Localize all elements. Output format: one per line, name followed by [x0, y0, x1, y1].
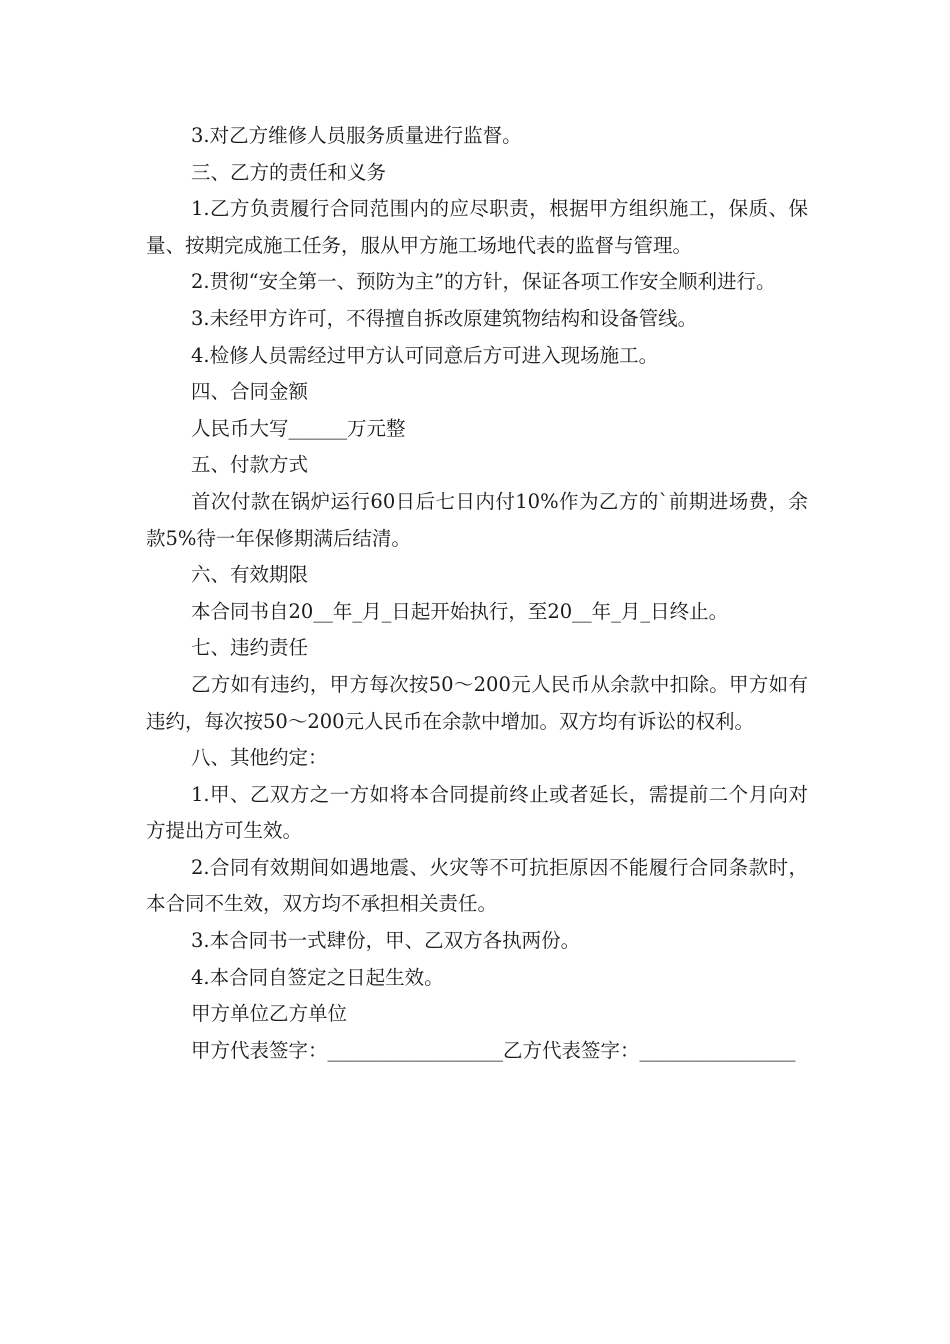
clause-c2: 2.合同有效期间如遇地震、火灾等不可抗拒原因不能履行合同条款时，本合同不生效，双方均不承担相关责任。	[146, 855, 808, 916]
section-3-heading: 三、乙方的责任和义务	[191, 160, 387, 184]
breach-liability: 乙方如有违约，甲方每次按50～200元人民币从余款中扣除。甲方如有违约，每次按50～200元人民币在余款中增加。双方均有诉讼的权利。	[146, 672, 808, 733]
clause-c3: 3.本合同书一式肆份，甲、乙双方各执两份。	[191, 929, 581, 953]
signature-line: 甲方代表签字：__________________乙方代表签字：________________	[191, 1038, 796, 1062]
party-units: 甲方单位乙方单位	[191, 1002, 348, 1026]
clause-a3: 3.对乙方维修人员服务质量进行监督。	[191, 124, 522, 147]
payment-terms: 首次付款在锅炉运行60日后七日内付10%作为乙方的`前期进场费，余款5%待一年保修期满后结清。	[146, 489, 808, 550]
clause-c1: 1.甲、乙双方之一方如将本合同提前终止或者延长，需提前二个月向对方提出方可生效。	[146, 782, 808, 843]
contract-amount: 人民币大写______万元整	[191, 416, 406, 440]
section-8-heading: 八、其他约定：	[191, 746, 328, 770]
section-5-heading: 五、付款方式	[191, 453, 309, 477]
section-6-heading: 六、有效期限	[191, 563, 309, 587]
clause-b3: 3.未经甲方许可，不得擅自拆改原建筑物结构和设备管线。	[191, 306, 698, 330]
section-4-heading: 四、合同金额	[191, 380, 309, 404]
section-7-heading: 七、违约责任	[191, 636, 309, 660]
clause-c4: 4.本合同自签定之日起生效。	[191, 965, 444, 989]
clause-b2: 2.贯彻“安全第一、预防为主”的方针，保证各项工作安全顺利进行。	[191, 270, 776, 294]
clause-b4: 4.检修人员需经过甲方认可同意后方可进入现场施工。	[191, 343, 659, 367]
validity-period: 本合同书自20__年_月_日起开始执行，至20__年_月_日终止。	[191, 599, 729, 623]
clause-b1: 1.乙方负责履行合同范围内的应尽职责，根据甲方组织施工，保质、保量、按期完成施工任务，服从甲方施工场地代表的监督与管理。	[146, 197, 808, 257]
document-page	[146, 118, 808, 1069]
